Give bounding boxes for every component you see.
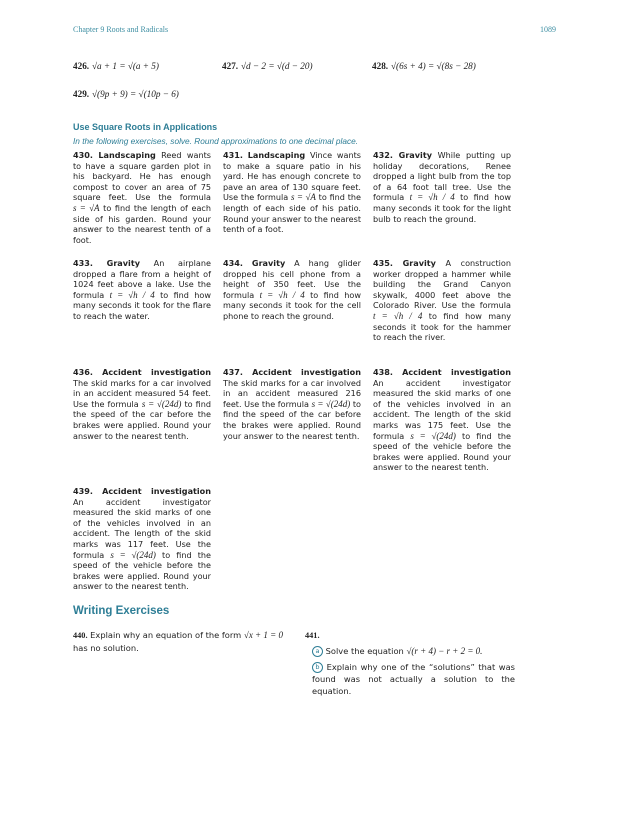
exercise-topic: Gravity — [106, 258, 140, 268]
exercise-text: to find how many seconds it took for the hammer to reach the river. — [373, 310, 511, 343]
formula: t = √h / 4 — [109, 289, 155, 300]
exercise-number: 439. — [73, 486, 93, 496]
exercise-number: 426. — [73, 61, 90, 71]
formula: s = √A — [290, 192, 316, 203]
exercise-text: A hang glider dropped his cell phone from a height of 350 feet. Use the formula — [223, 258, 361, 300]
exercise-text: to find the length of each side of his patio. Round your answer to the nearest tenth of a foot. — [223, 192, 362, 235]
exercise-text: Explain why one of the “solutions” that was found was not actually a solution to the equation. — [312, 662, 515, 696]
exercise-text: The skid marks for a car involved in an accident measured 54 feet. Use the formula — [73, 377, 211, 409]
exercise-429 — [73, 89, 179, 100]
page-number: 1089 — [540, 25, 556, 34]
formula: t = √h / 4 — [373, 310, 423, 321]
chapter-header: Chapter 9 Roots and Radicals — [73, 25, 169, 34]
exercise-435 — [373, 258, 511, 343]
exercise-432 — [373, 150, 511, 224]
exercise-439 — [73, 486, 211, 592]
exercise-text: to find how many seconds it took for the cell phone to reach the ground. — [223, 289, 361, 321]
section-title: Use Square Roots in Applications — [73, 122, 218, 132]
exercise-number: 433. — [73, 258, 93, 268]
section-instructions: In the following exercises, solve. Round approximations to one decimal place. — [73, 136, 359, 146]
exercise-436 — [73, 367, 211, 441]
exercise-number: 434. — [223, 258, 243, 268]
exercise-topic: Accident investigation — [102, 486, 211, 496]
exercise-text: Reed wants to have a square garden plot in his backyard. He has enough compost to cover an area of 75 square feet. Use the formula — [73, 150, 211, 203]
exercise-text: to find the speed of the car before the brakes were applied. Round your answer to the nearest tenth. — [223, 398, 362, 441]
writing-exercises-title: Writing Exercises — [73, 605, 170, 617]
exercise-number: 431. — [223, 150, 243, 160]
exercise-text: An accident investigator measured the skid marks of one of the vehicles involved in an accident. The length of the skid marks was 175 feet. Use the formula — [373, 377, 511, 441]
formula: √(r + 4) − r + 2 = 0. — [406, 646, 483, 656]
exercise-text: to find how many seconds it took for the light bulb to reach the ground. — [373, 192, 511, 224]
exercise-number: 427. — [222, 61, 239, 71]
exercise-text: An accident investigator measured the skid marks of one of the vehicles involved in an accident. The length of the skid marks was 117 feet. Use the formula — [73, 496, 211, 560]
exercise-number: 438. — [373, 367, 393, 377]
exercise-topic: Landscaping — [98, 150, 156, 160]
formula: s = √(24d) — [110, 549, 156, 560]
exercise-number: 437. — [223, 367, 243, 377]
exercise-441 — [305, 629, 515, 697]
exercise-topic: Gravity — [251, 258, 286, 268]
formula: t = √h / 4 — [409, 192, 455, 203]
part-b-label: b — [312, 662, 323, 673]
part-b — [312, 661, 515, 697]
exercise-431 — [223, 150, 361, 235]
exercise-433 — [73, 258, 211, 322]
exercise-number: 432. — [373, 150, 393, 160]
exercise-text: An airplane dropped a flare from a height of 1024 feet above a lake. Use the formula — [73, 258, 211, 300]
exercise-number: 435. — [373, 258, 393, 268]
exercise-text: has no solution. — [73, 643, 139, 653]
exercise-437 — [223, 367, 361, 441]
exercise-topic: Accident investigation — [252, 367, 361, 377]
exercise-text: Explain why an equation of the form — [90, 630, 242, 640]
exercise-text: The skid marks for a car involved in an accident measured 216 feet. Use the formula — [223, 377, 361, 409]
exercise-text: to find how many seconds it took for the flare to reach the water. — [73, 289, 211, 321]
exercise-number: 428. — [372, 61, 389, 71]
exercise-text: Vince wants to make a square patio in his yard. He has enough concrete to pave an area of 130 square feet. Use the formula — [223, 150, 361, 203]
exercise-topic: Accident investigation — [102, 367, 211, 377]
exercise-topic: Landscaping — [247, 150, 306, 160]
exercise-430 — [73, 150, 211, 245]
exercise-text: While putting up holiday decorations, Renee dropped a light bulb from the top of a 64 foot tall tree. Use the formula — [373, 150, 512, 203]
exercise-434 — [223, 258, 361, 322]
exercise-number: 430. — [73, 150, 93, 160]
equation: √a + 1 = √(a + 5) — [92, 61, 159, 71]
exercise-428 — [372, 61, 476, 72]
equation: √(6s + 4) = √(8s − 28) — [391, 61, 476, 71]
formula: √x + 1 = 0 — [243, 630, 283, 640]
exercise-text: to find the speed of the car before the brakes were applied. Round your answer to the nearest tenth. — [73, 398, 211, 441]
formula: s = √(24d) — [410, 430, 456, 441]
equation: √(9p + 9) = √(10p − 6) — [92, 89, 179, 99]
formula: t = √h / 4 — [259, 289, 305, 300]
exercise-number: 436. — [73, 367, 93, 377]
exercise-topic: Gravity — [398, 150, 432, 160]
formula: s = √(24d) — [141, 398, 182, 409]
exercise-438 — [373, 367, 511, 473]
exercise-427 — [222, 61, 313, 72]
exercise-text: Solve the equation — [325, 646, 404, 656]
exercise-number: 429. — [73, 89, 90, 99]
exercise-text: A construction worker dropped a hammer while building the Grand Canyon skywalk, 4000 feet above the Colorado River. Use the formula — [373, 258, 511, 311]
exercise-426 — [73, 61, 159, 72]
equation: √d − 2 = √(d − 20) — [241, 61, 313, 71]
exercise-text: to find the speed of the vehicle before the brakes were applied. Round your answer to the nearest tenth. — [73, 549, 211, 592]
formula: s = √A — [73, 202, 100, 213]
part-a-label: a — [312, 646, 323, 657]
exercise-topic: Gravity — [402, 258, 436, 268]
exercise-text: to find the length of each side of his garden. Round your answer to the nearest tenth of a foot. — [73, 202, 212, 245]
exercise-number: 440. — [73, 631, 88, 640]
exercise-topic: Accident investigation — [402, 367, 511, 377]
formula: s = √(24d) — [311, 398, 351, 409]
exercise-text: to find the speed of the vehicle before the brakes were applied. Round your answer to the nearest tenth. — [373, 430, 511, 473]
exercise-440 — [73, 629, 298, 654]
exercise-number: 441. — [305, 631, 320, 640]
part-a — [312, 645, 515, 657]
